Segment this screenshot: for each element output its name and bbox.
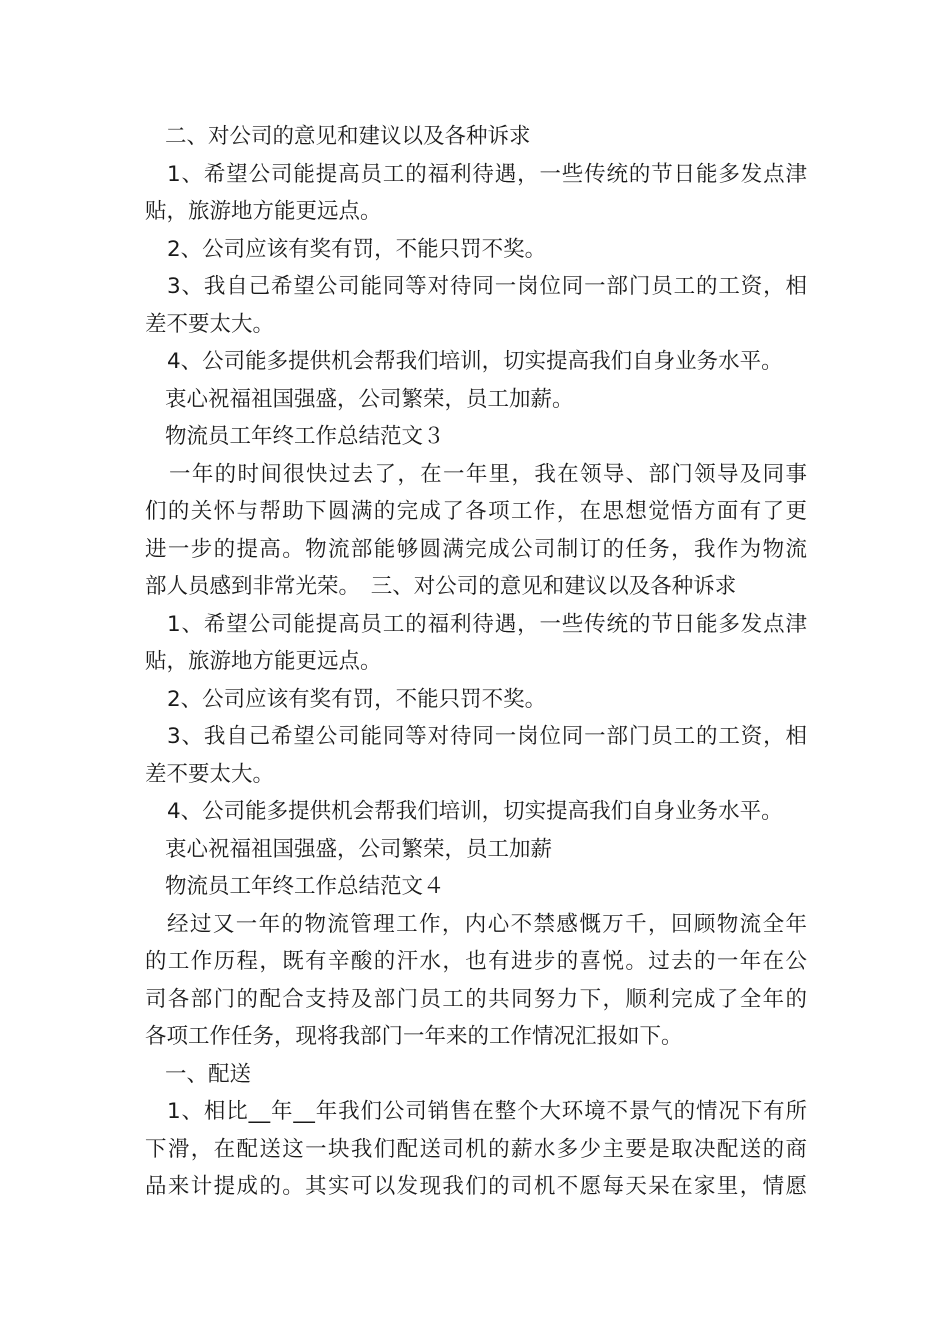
paragraph-line: 2、公司应该有奖有罚，不能只罚不奖。	[167, 236, 547, 262]
paragraph-line: 差不要太大。	[145, 311, 275, 337]
paragraph-line: 差不要太大。	[145, 761, 275, 787]
paragraph-line: 贴，旅游地方能更远点。	[145, 649, 382, 674]
paragraph-line: 的工作历程，既有辛酸的汗水，也有进步的喜悦。过去的一年在公	[145, 949, 807, 974]
paragraph-line: 下滑，在配送这一块我们配送司机的薪水多少主要是取决配送的商	[145, 1136, 807, 1162]
paragraph-line: 贴，旅游地方能更远点。	[145, 199, 382, 224]
paragraph-line: 3、我自己希望公司能同等对待同一岗位同一部门员工的工资，相	[167, 724, 807, 749]
paragraph-line: 经过又一年的物流管理工作，内心不禁感慨万千，回顾物流全年	[167, 911, 807, 937]
article-title: 物流员工年终工作总结范文３	[165, 424, 445, 449]
paragraph-line: 各项工作任务，现将我部门一年来的工作情况汇报如下。	[145, 1024, 683, 1049]
paragraph-line: 1、希望公司能提高员工的福利待遇，一些传统的节日能多发点津	[167, 611, 807, 637]
section-heading: 一、配送	[165, 1061, 252, 1087]
paragraph-line: 衷心祝福祖国强盛，公司繁荣，员工加薪。	[165, 386, 574, 412]
paragraph-line: 1、相比__年__年我们公司销售在整个大环境不景气的情况下有所	[167, 1099, 807, 1124]
article-title: 物流员工年终工作总结范文４	[165, 874, 445, 899]
document-body	[145, 118, 807, 1206]
paragraph-line: 3、我自己希望公司能同等对待同一岗位同一部门员工的工资，相	[167, 274, 807, 299]
paragraph-line: 们的关怀与帮助下圆满的完成了各项工作，在思想觉悟方面有了更	[145, 499, 807, 524]
paragraph-line: 4、公司能多提供机会帮我们培训，切实提高我们自身业务水平。	[167, 799, 783, 824]
paragraph-line: 进一步的提高。物流部能够圆满完成公司制订的任务，我作为物流	[145, 536, 807, 562]
section-heading: 二、对公司的意见和建议以及各种诉求	[165, 124, 531, 149]
paragraph-line: 部人员感到非常光荣。 三、对公司的意见和建议以及各种诉求	[145, 574, 737, 599]
paragraph-line: 品来计提成的。其实可以发现我们的司机不愿每天呆在家里，情愿	[145, 1174, 807, 1199]
paragraph-line: 2、公司应该有奖有罚，不能只罚不奖。	[167, 686, 547, 712]
paragraph-line: 1、希望公司能提高员工的福利待遇，一些传统的节日能多发点津	[167, 161, 807, 187]
paragraph-line: 一年的时间很快过去了，在一年里，我在领导、部门领导及同事	[169, 461, 807, 487]
paragraph-line: 4、公司能多提供机会帮我们培训，切实提高我们自身业务水平。	[167, 349, 783, 374]
paragraph-line: 司各部门的配合支持及部门员工的共同努力下，顺利完成了全年的	[145, 986, 807, 1012]
paragraph-line: 衷心祝福祖国强盛，公司繁荣，员工加薪	[165, 836, 553, 862]
